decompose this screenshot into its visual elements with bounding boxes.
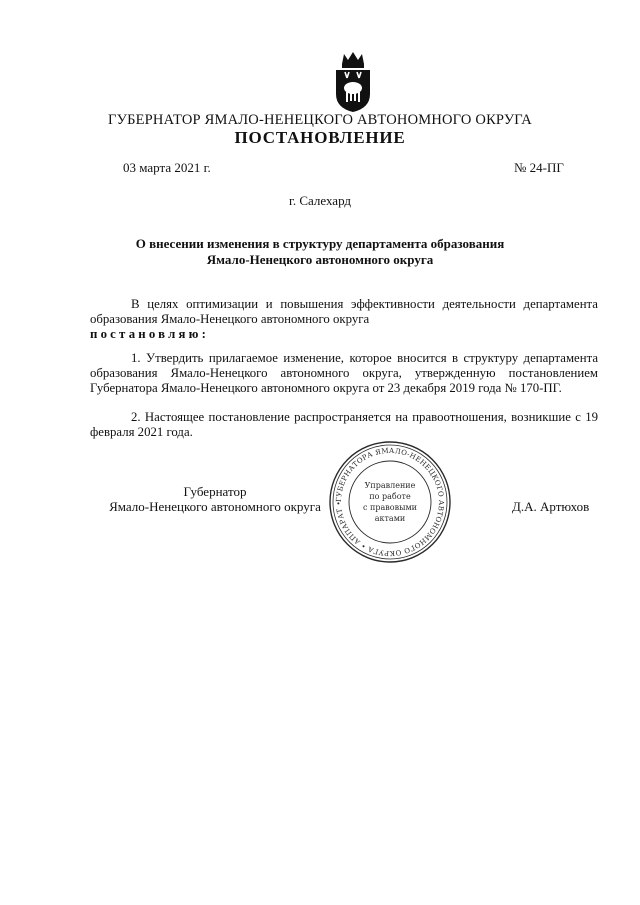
document-type: ПОСТАНОВЛЕНИЕ — [234, 128, 406, 147]
document-date: 03 марта 2021 г. — [123, 160, 211, 175]
signatory-title-line-1: Губернатор — [183, 484, 247, 499]
document-subject — [0, 236, 640, 268]
stamp-center-line-4: актами — [374, 514, 406, 523]
stamp-center-line-1: Управление — [364, 481, 416, 490]
signatory-name: Д.А. Артюхов — [512, 499, 590, 514]
stamp-ring-text: ГУБЕРНАТОРА ЯМАЛО-НЕНЕЦКОГО АВТОНОМНОГО ОКРУГА • АППАРАТ • — [334, 446, 446, 558]
item-2-paragraph: 2. Настоящее постановление распространяется на правоотношения, возникшие с 19 февраля 2021 года. — [90, 410, 598, 439]
signatory-title — [91, 484, 339, 514]
subject-line-2: Ямало-Ненецкого автономного округа — [206, 252, 434, 267]
document-number: № 24-ПГ — [514, 160, 564, 175]
intro-paragraph: В целях оптимизации и повышения эффективности деятельности департамента образования Ямало-Ненецкого автономного округа — [90, 297, 598, 326]
organization-title: ГУБЕРНАТОР ЯМАЛО-НЕНЕЦКОГО АВТОНОМНОГО ОКРУГА — [108, 112, 532, 128]
official-stamp — [328, 440, 452, 564]
stamp-center-line-2: по работе — [369, 492, 411, 501]
signatory-title-line-2: Ямало-Ненецкого автономного округа — [109, 499, 321, 514]
svg-text:ГУБЕРНАТОРА ЯМАЛО-НЕНЕЦКОГО АВ — [335, 447, 445, 557]
coat-of-arms-icon — [330, 50, 376, 114]
item-1-paragraph: 1. Утвердить прилагаемое изменение, которое вносится в структуру департамента образования Ямало-Ненецкого автономного округа, утвержденную постановлением Губернатора Ямало-Ненецкого автономного округа от 23 декабря 2019 года № 170-ПГ. — [90, 351, 598, 395]
document-city: г. Салехард — [288, 193, 352, 208]
decree-word: постановляю: — [90, 327, 210, 341]
stamp-center-line-3: с правовыми — [363, 503, 417, 512]
subject-line-1: О внесении изменения в структуру департамента образования — [135, 236, 505, 251]
